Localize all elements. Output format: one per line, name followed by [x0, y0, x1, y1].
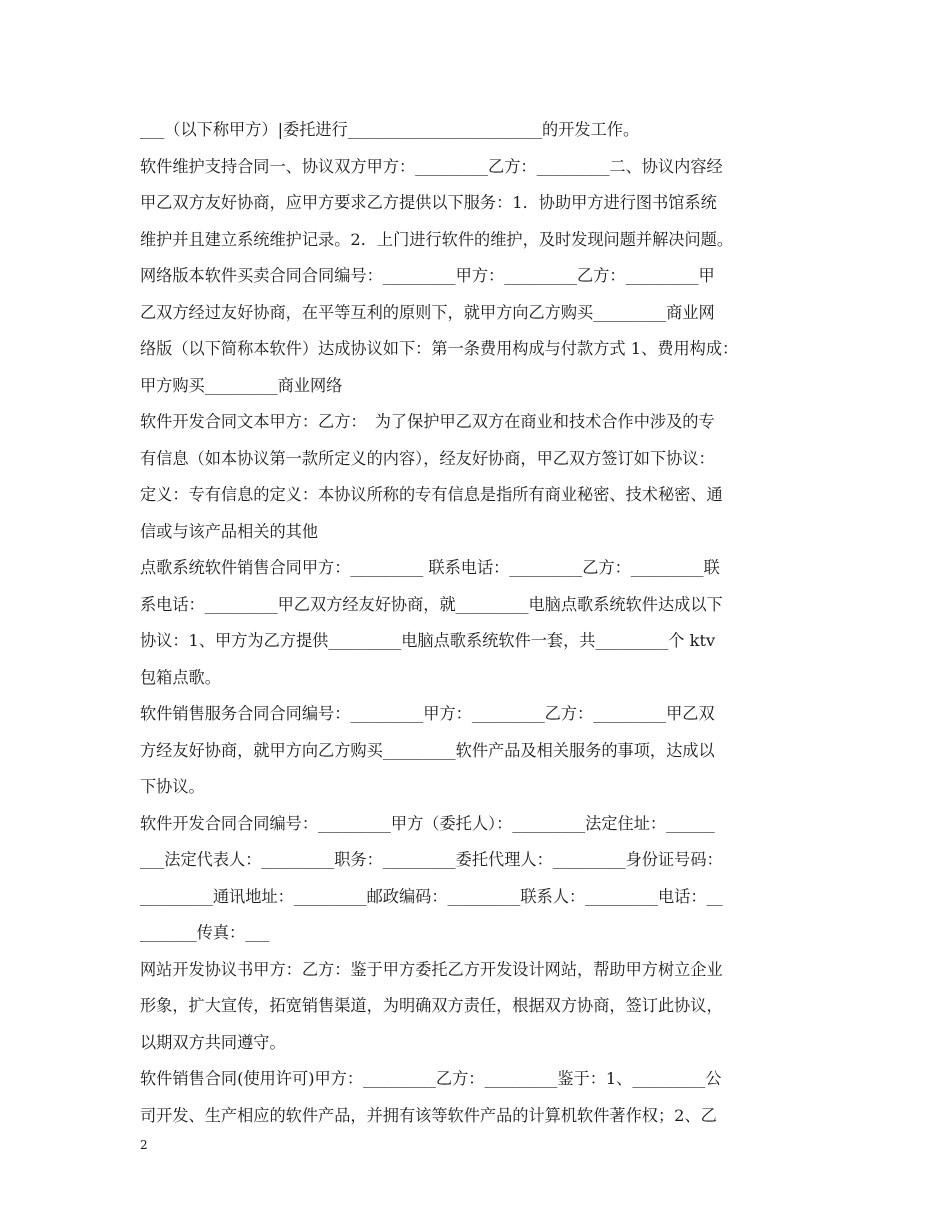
text-line: 信或与该产品相关的其他	[140, 521, 319, 541]
text-line: 包箱点歌。	[140, 667, 221, 687]
text-line: 软件销售服务合同合同编号：_________甲方：_________乙方：_________甲乙双	[140, 704, 715, 723]
text-line: 系电话：_________甲乙双方经友好协商，就_________电脑点歌系统软件达成以下	[140, 594, 723, 614]
text-line: _________通讯地址：_________邮政编码：_________联系人：_________电话：__	[140, 886, 723, 906]
text-line: ___（以下称甲方）|委托进行________________________的开发工作。	[140, 120, 640, 139]
text-line: _______传真：___	[140, 923, 270, 942]
text-line: 点歌系统软件销售合同甲方：_________ 联系电话：_________乙方：_________联	[140, 558, 720, 577]
document-body	[140, 112, 815, 1134]
text-line: 以期双方共同遵守。	[140, 1032, 286, 1052]
text-line: 网站开发协议书甲方：乙方：鉴于甲方委托乙方开发设计网站，帮助甲方树立企业	[140, 959, 723, 979]
text-line: 甲方购买_________商业网络	[140, 375, 343, 395]
text-line: 软件销售合同(使用许可)甲方：_________乙方：_________鉴于：1、_________公	[140, 1069, 722, 1088]
text-line: 定义：专有信息的定义：本协议所称的专有信息是指所有商业秘密、技术秘密、通	[140, 485, 723, 504]
text-line: 下协议。	[140, 777, 205, 796]
text-line: 维护并且建立系统维护记录。2．上门进行软件的维护，及时发现问题并解决问题。	[140, 229, 734, 249]
text-line: 络版（以下简称本软件）达成协议如下：第一条费用构成与付款方式 1、费用构成：	[140, 339, 739, 358]
text-line: 方经友好协商，就甲方向乙方购买_________软件产品及相关服务的事项，达成以	[140, 740, 715, 760]
page-number: 2	[140, 1138, 148, 1152]
text-line: 有信息（如本协议第一款所定义的内容），经友好协商，甲乙双方签订如下协议：	[140, 448, 715, 468]
text-line: 甲乙双方友好协商，应甲方要求乙方提供以下服务：1．协助甲方进行图书馆系统	[140, 193, 717, 212]
text-line: 网络版本软件买卖合同合同编号：_________甲方：_________乙方：_________甲	[140, 266, 715, 285]
text-line: 乙双方经过友好协商，在平等互利的原则下，就甲方向乙方购买_________商业网	[140, 302, 715, 322]
text-line: 形象，扩大宣传，拓宽销售渠道，为明确双方责任，根据双方协商，签订此协议，	[140, 996, 723, 1015]
text-line: 软件开发合同合同编号：_________甲方（委托人）：_________法定住址：______	[140, 813, 715, 833]
text-line: 协议：1、甲方为乙方提供_________电脑点歌系统软件一套，共_________个 ktv	[140, 631, 716, 650]
text-line: 软件开发合同文本甲方：乙方： 为了保护甲乙双方在商业和技术合作中涉及的专	[140, 412, 715, 431]
text-line: ___法定代表人：_________职务：_________委托代理人：_________身份证号码：	[140, 850, 723, 869]
text-line: 司开发、生产相应的软件产品，并拥有该等软件产品的计算机软件著作权；2、乙	[140, 1105, 717, 1125]
text-line: 软件维护支持合同一、协议双方甲方：_________乙方：_________二、协议内容经	[140, 156, 723, 176]
